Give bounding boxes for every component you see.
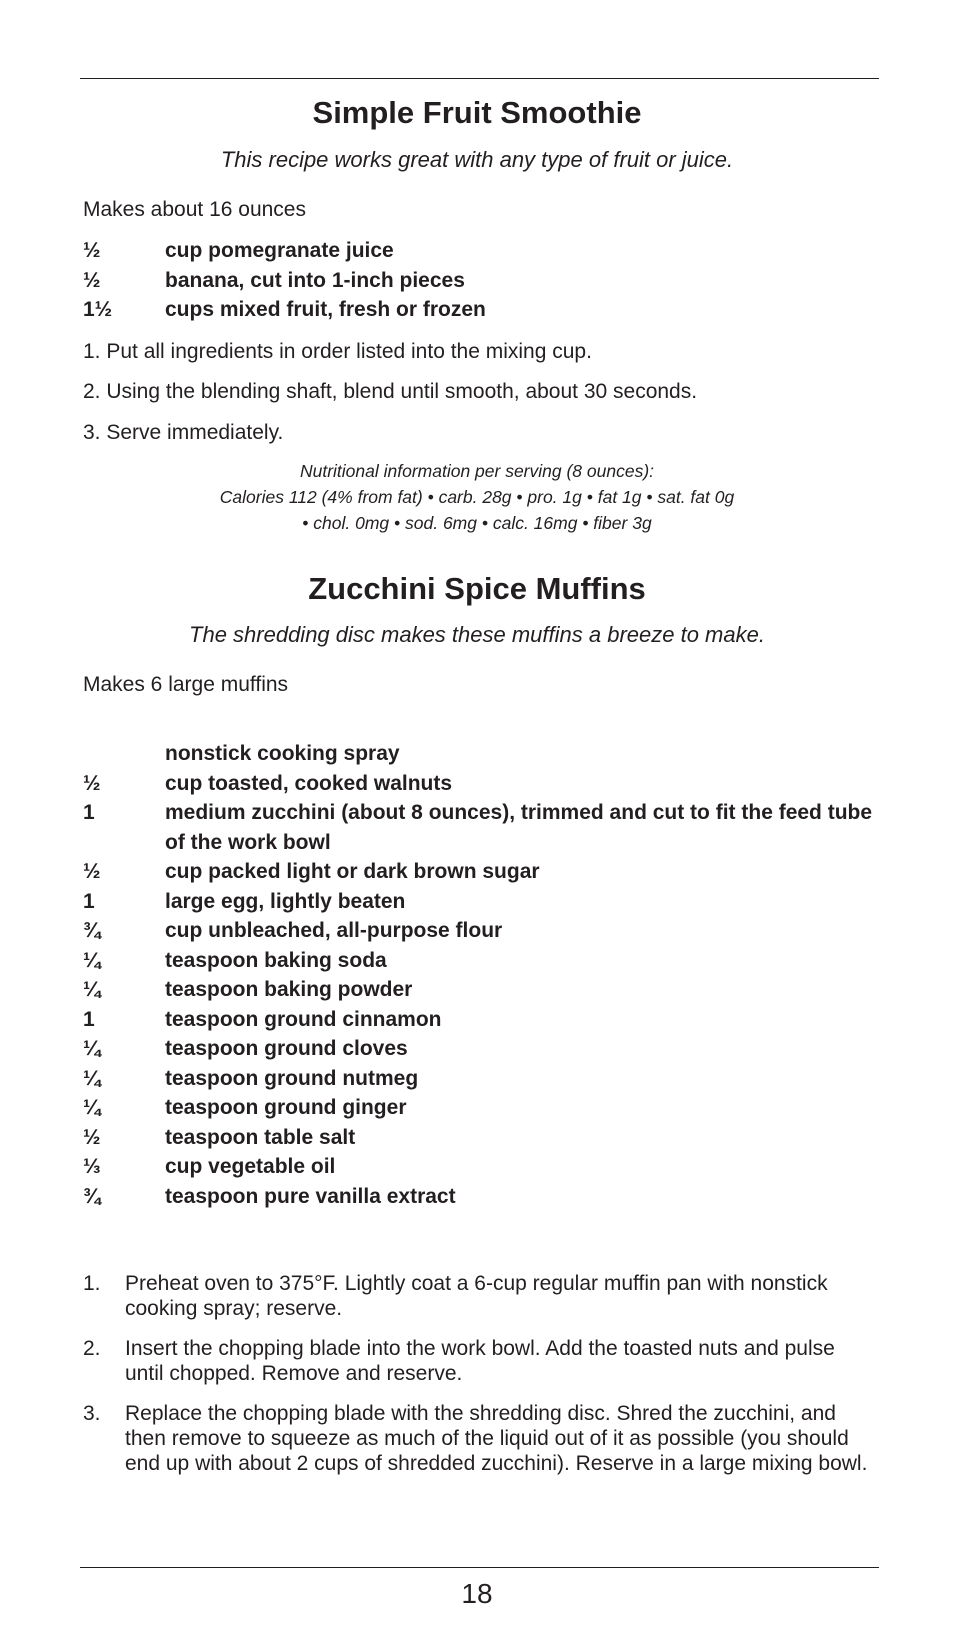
- ingredient-row: [83, 266, 883, 296]
- ingredient-qty: ¼: [83, 948, 101, 972]
- ingredient-qty: ½: [83, 860, 101, 883]
- ingredient-row: [83, 975, 883, 1005]
- ingredient-row: [83, 1064, 883, 1094]
- ingredient-row: [83, 1152, 883, 1182]
- bottom-rule: [80, 1567, 879, 1568]
- ingredient-row: [83, 887, 883, 917]
- muffins-step: [83, 1336, 873, 1386]
- smoothie-step: 2. Using the blending shaft, blend until smooth, about 30 seconds.: [83, 380, 698, 403]
- ingredient-text: large egg, lightly beaten: [165, 889, 406, 913]
- ingredient-row: [83, 1005, 883, 1035]
- ingredient-row: [83, 739, 883, 769]
- ingredient-qty: ¾: [83, 919, 101, 942]
- ingredient-qty: ½: [83, 239, 101, 262]
- ingredient-row: [83, 857, 883, 887]
- smoothie-subtitle: This recipe works great with any type of fruit or juice.: [220, 147, 734, 172]
- ingredient-text: cup vegetable oil: [165, 1155, 336, 1178]
- ingredient-row: [83, 236, 883, 266]
- step-number: 1.: [83, 1272, 101, 1295]
- ingredient-qty: ⅓: [83, 1155, 101, 1178]
- ingredient-text: teaspoon baking powder: [165, 978, 413, 1001]
- ingredient-text: teaspoon baking soda: [165, 948, 387, 972]
- muffins-ingredients: [83, 739, 883, 1211]
- ingredient-text: teaspoon ground cloves: [165, 1037, 408, 1060]
- ingredient-qty: ¼: [83, 1096, 101, 1119]
- muffins-step: [83, 1401, 873, 1476]
- step-number: 2.: [83, 1337, 101, 1360]
- ingredient-qty: ¾: [83, 1184, 101, 1208]
- ingredient-qty: ¼: [83, 978, 101, 1001]
- ingredient-row: [83, 1123, 883, 1153]
- ingredient-text: medium zucchini (about 8 ounces), trimmed and cut to fit the feed tube of the work bowl: [165, 801, 873, 854]
- muffins-yield: Makes 6 large muffins: [83, 673, 289, 696]
- ingredient-qty: ¼: [83, 1037, 101, 1060]
- smoothie-nutrition: [0, 458, 954, 536]
- smoothie-yield: Makes about 16 ounces: [83, 198, 306, 221]
- ingredient-text: banana, cut into 1-inch pieces: [165, 268, 465, 292]
- nutrition-line: Calories 112 (4% from fat) • carb. 28g • pro. 1g • fat 1g • sat. fat 0g: [219, 487, 735, 507]
- ingredient-row: [83, 769, 883, 799]
- ingredient-text: teaspoon ground ginger: [165, 1096, 407, 1119]
- ingredient-text: cup unbleached, all-purpose flour: [165, 919, 503, 942]
- ingredient-qty: ½: [83, 268, 101, 292]
- ingredient-row: [83, 916, 883, 946]
- ingredient-text: teaspoon table salt: [165, 1125, 356, 1149]
- ingredient-text: teaspoon pure vanilla extract: [165, 1184, 456, 1208]
- ingredient-text: cup pomegranate juice: [165, 239, 394, 262]
- muffins-subtitle: The shredding disc makes these muffins a breeze to make.: [189, 622, 765, 647]
- step-text: Preheat oven to 375°F. Lightly coat a 6-cup regular muffin pan with nonstick cooking spray; reserve.: [125, 1272, 828, 1320]
- page-number: 18: [461, 1578, 493, 1609]
- ingredient-row: [83, 798, 883, 857]
- smoothie-title: Simple Fruit Smoothie: [312, 95, 642, 130]
- nutrition-line: Nutritional information per serving (8 ounces):: [299, 461, 655, 481]
- ingredient-qty: 1: [83, 1007, 95, 1031]
- top-rule: [80, 78, 879, 79]
- ingredient-text: cups mixed fruit, fresh or frozen: [165, 298, 486, 321]
- ingredient-qty: 1½: [83, 298, 113, 321]
- ingredient-qty: 1: [83, 889, 95, 913]
- ingredient-text: teaspoon ground cinnamon: [165, 1007, 442, 1031]
- ingredient-text: cup toasted, cooked walnuts: [165, 771, 453, 795]
- smoothie-ingredients: [83, 236, 883, 325]
- ingredient-row: [83, 946, 883, 976]
- ingredient-qty: [83, 739, 165, 769]
- ingredient-qty: ½: [83, 771, 101, 795]
- smoothie-step: 3. Serve immediately.: [83, 421, 284, 444]
- step-text: Replace the chopping blade with the shredding disc. Shred the zucchini, and then remove to squeeze as much of the liquid out of it as possible (you should end up with about 2 cups of shredded zucchini). Reserve in a large mixing bowl.: [125, 1402, 868, 1475]
- ingredient-text: cup packed light or dark brown sugar: [165, 860, 540, 883]
- ingredient-row: [83, 1093, 883, 1123]
- muffins-title: Zucchini Spice Muffins: [308, 571, 646, 606]
- step-number: 3.: [83, 1402, 101, 1425]
- nutrition-line: • chol. 0mg • sod. 6mg • calc. 16mg • fiber 3g: [302, 513, 652, 533]
- ingredient-qty: 1: [83, 801, 95, 824]
- step-text: Insert the chopping blade into the work bowl. Add the toasted nuts and pulse until chopped. Remove and reserve.: [125, 1337, 835, 1385]
- ingredient-qty: ½: [83, 1125, 101, 1149]
- ingredient-row: [83, 1182, 883, 1212]
- muffins-step: [83, 1271, 873, 1321]
- smoothie-step: 1. Put all ingredients in order listed into the mixing cup.: [83, 340, 592, 363]
- ingredient-row: [83, 295, 883, 325]
- ingredient-qty: ¼: [83, 1066, 101, 1090]
- ingredient-text: nonstick cooking spray: [165, 742, 400, 765]
- ingredient-text: teaspoon ground nutmeg: [165, 1066, 419, 1090]
- ingredient-row: [83, 1034, 883, 1064]
